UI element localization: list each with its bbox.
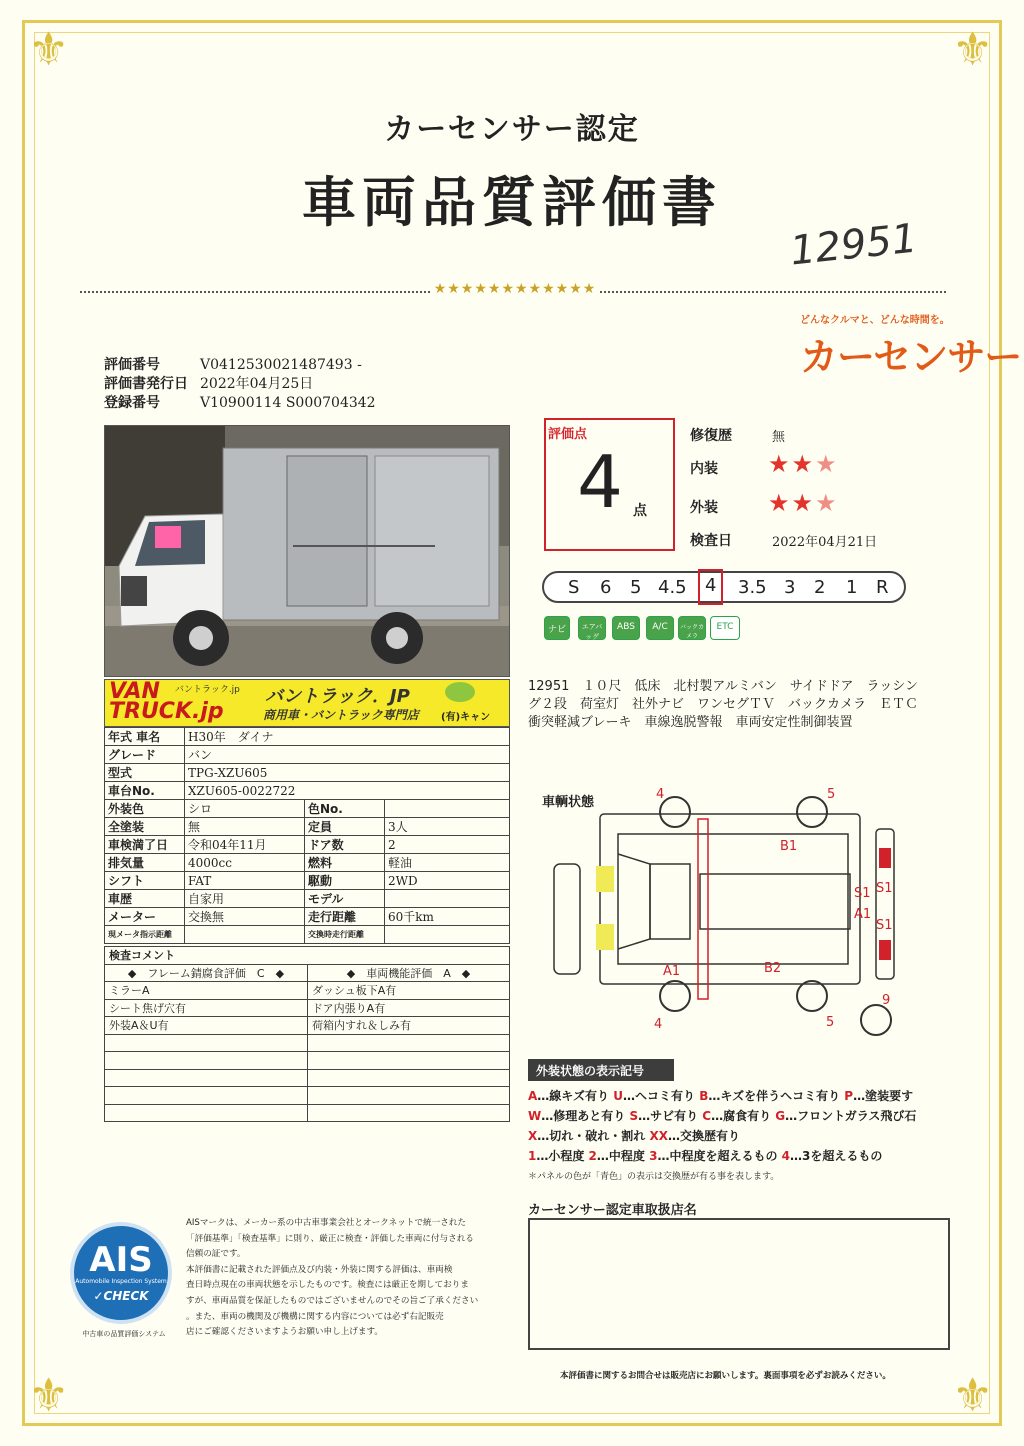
mark-b1: B1 bbox=[780, 839, 798, 854]
table-row bbox=[105, 908, 510, 926]
comment-left bbox=[105, 1034, 308, 1052]
legend bbox=[528, 1086, 948, 1166]
spec-key: 交換時走行距離 bbox=[305, 926, 385, 944]
table-row bbox=[105, 728, 510, 746]
reg-number: V10900114 S000704342 bbox=[200, 395, 376, 411]
inspection-date-label: 検査日 bbox=[690, 533, 732, 549]
legend-key: W bbox=[528, 1109, 542, 1123]
shop-label: カーセンサー認定車取扱店名 bbox=[528, 1203, 697, 1218]
spec-value: TPG-XZU605 bbox=[185, 764, 510, 782]
mark-a1-rear: A1 bbox=[854, 907, 872, 922]
table-row bbox=[105, 872, 510, 890]
legend-key: 4 bbox=[781, 1149, 790, 1163]
mark-s1: S1 bbox=[876, 918, 893, 933]
legend-text: …キズを伴うヘコミ有り bbox=[708, 1089, 845, 1103]
legend-key: 1 bbox=[528, 1149, 537, 1163]
star-icon: ★ bbox=[768, 489, 792, 517]
legend-key: X bbox=[528, 1129, 538, 1143]
spec-value bbox=[385, 926, 510, 944]
legend-key: 3 bbox=[649, 1149, 658, 1163]
legend-key: S bbox=[629, 1109, 639, 1123]
divider-stars: ★★★★★★★★★★★★ bbox=[430, 281, 600, 303]
ais-check-text: CHECK bbox=[103, 1289, 149, 1303]
comment-left bbox=[105, 1087, 308, 1105]
legend-text: …塗装要す bbox=[853, 1089, 914, 1103]
spec-value: 4000cc bbox=[185, 854, 305, 872]
inspection-comments bbox=[104, 946, 510, 1122]
dealer-subtitle: 商用車・バントラック専門店 bbox=[263, 708, 419, 722]
spec-key: 駆動 bbox=[305, 872, 385, 890]
comment-left bbox=[105, 1069, 308, 1087]
vehicle-photo bbox=[104, 425, 510, 677]
spec-key: 現メータ指示距離 bbox=[105, 926, 185, 944]
condition-label: 車輌状態 bbox=[542, 795, 595, 810]
dealer-banner bbox=[104, 679, 510, 727]
document-title: 車両品質評価書 bbox=[302, 170, 722, 234]
backcamera-badge: バックカメラ bbox=[678, 616, 706, 640]
spec-value: XZU605-0022722 bbox=[185, 782, 510, 800]
grade-item: R bbox=[876, 577, 889, 598]
table-row bbox=[105, 836, 510, 854]
star-icon: ★ bbox=[791, 489, 816, 517]
spec-key: 走行距離 bbox=[305, 908, 385, 926]
table-row bbox=[105, 854, 510, 872]
score-unit: 点 bbox=[633, 503, 647, 519]
grade-item: 2 bbox=[814, 577, 826, 598]
legend-key: A bbox=[528, 1089, 538, 1103]
comment-right bbox=[308, 1104, 510, 1122]
spec-value bbox=[185, 926, 305, 944]
legend-key: P bbox=[844, 1089, 854, 1103]
legend-text: …中程度 bbox=[596, 1149, 650, 1163]
issue-date: 2022年04月25日 bbox=[200, 376, 314, 392]
spec-value bbox=[385, 800, 510, 818]
grade-item: 4.5 bbox=[658, 577, 687, 598]
legend-key: 2 bbox=[588, 1149, 597, 1163]
legend-key: U bbox=[613, 1089, 623, 1103]
spec-key: 車検満了日 bbox=[105, 836, 185, 854]
spec-value: 2 bbox=[385, 836, 510, 854]
brand-tagline: どんなクルマと、どんな時間を。 bbox=[800, 315, 950, 326]
vantruck-logo-small: バントラック.jp bbox=[175, 685, 240, 695]
brand-logo: カーセンサー bbox=[800, 335, 1022, 379]
grade-item: 3 bbox=[784, 577, 796, 598]
mark-a1-front: A1 bbox=[663, 964, 681, 979]
ac-badge: A/C bbox=[646, 616, 674, 640]
table-row bbox=[105, 982, 510, 1000]
mark-s1: S1 bbox=[854, 886, 871, 901]
comment-left: シート焦げ穴有 bbox=[105, 999, 308, 1017]
legend-key: B bbox=[699, 1089, 709, 1103]
issue-date-label: 評価書発行日 bbox=[104, 376, 188, 392]
spec-key: ドア数 bbox=[305, 836, 385, 854]
table-row bbox=[105, 1034, 510, 1052]
airbag-badge: エアバッグ bbox=[578, 616, 606, 640]
footer-note: 本評価書に関するお問合せは販売店にお願いします。裏面事項を必ずお読みください。 bbox=[560, 1371, 891, 1381]
dealer-name: バントラック．JP bbox=[265, 686, 410, 707]
spec-key: 全塗装 bbox=[105, 818, 185, 836]
spec-value: 2WD bbox=[385, 872, 510, 890]
table-row bbox=[105, 782, 510, 800]
spec-key: メーター bbox=[105, 908, 185, 926]
exterior-label: 外装 bbox=[690, 500, 718, 516]
table-row bbox=[105, 818, 510, 836]
legend-text: …ヘコミ有り bbox=[623, 1089, 700, 1103]
spec-key: モデル bbox=[305, 890, 385, 908]
ais-text-line: AISマークは、メーカー系の中古車事業会社とオークネットで統一された bbox=[186, 1218, 467, 1228]
mark-spare: 9 bbox=[882, 993, 891, 1008]
navi-badge: ナビ bbox=[544, 616, 570, 640]
legend-text: …修理あと有り bbox=[541, 1109, 630, 1123]
spec-value: 軽油 bbox=[385, 854, 510, 872]
half-star-icon: ★ bbox=[815, 489, 839, 517]
vehicle-description: 12951 １０尺 低床 北村製アルミバン サイドドア ラッシング２段 荷室灯 社外ナビ ワンセグＴＶ バックカメラ ＥＴＣ 衝突軽減ブレーキ 車線逸脱警報 車両安定性制御装置 bbox=[528, 679, 932, 730]
comment-right: 荷箱内すれ＆しみ有 bbox=[308, 1017, 510, 1035]
comment-left bbox=[105, 1104, 308, 1122]
fleur-corner-icon: ⚜ bbox=[952, 22, 994, 76]
mark-tire-fl: 4 bbox=[656, 787, 665, 802]
comment-right bbox=[308, 1069, 510, 1087]
spec-key: シフト bbox=[105, 872, 185, 890]
ais-logo-sub: Automobile Inspection System bbox=[75, 1278, 167, 1285]
vantruck-logo-bottom: TRUCK.jp bbox=[109, 699, 224, 724]
spec-key: 定員 bbox=[305, 818, 385, 836]
melon-mascot-icon bbox=[445, 682, 475, 702]
spec-value: シロ bbox=[185, 800, 305, 818]
mark-tire-rr: 5 bbox=[826, 1015, 835, 1030]
spec-value: 令和04年11月 bbox=[185, 836, 305, 854]
grade-item: 5 bbox=[630, 577, 642, 598]
spec-key: 型式 bbox=[105, 764, 185, 782]
fleur-corner-icon: ⚜ bbox=[952, 1368, 994, 1422]
spec-value: 60千km bbox=[385, 908, 510, 926]
spec-key: 燃料 bbox=[305, 854, 385, 872]
frame-header: ◆ フレーム錆腐食評価 C ◆ bbox=[105, 964, 308, 982]
score-label: 評価点 bbox=[548, 427, 588, 442]
vehicle-condition-diagram bbox=[540, 784, 910, 1044]
mark-tire-rl: 4 bbox=[654, 1017, 663, 1032]
repair-value: 無 bbox=[772, 430, 786, 445]
spec-value: H30年 ダイナ bbox=[185, 728, 510, 746]
shop-name-box bbox=[528, 1218, 950, 1350]
table-row bbox=[105, 999, 510, 1017]
spec-value: 3人 bbox=[385, 818, 510, 836]
spec-key: 排気量 bbox=[105, 854, 185, 872]
ais-text-line: 信頼の証です。 bbox=[186, 1249, 246, 1260]
dealer-company: (有)キャン bbox=[441, 712, 491, 723]
comment-right bbox=[308, 1034, 510, 1052]
spec-key: 色No. bbox=[305, 800, 385, 818]
spec-key: 車歴 bbox=[105, 890, 185, 908]
legend-title: 外装状態の表示記号 bbox=[528, 1059, 674, 1081]
ais-caption: 中古車の品質評価システム bbox=[82, 1330, 166, 1338]
table-row bbox=[105, 947, 510, 965]
ais-text-line: すが、車両品質を保証したものではございませんのでその旨ご了承ください bbox=[186, 1295, 479, 1306]
legend-text: …小程度 bbox=[536, 1149, 589, 1163]
eval-number-label: 評価番号 bbox=[104, 357, 160, 373]
repair-label: 修復歴 bbox=[690, 428, 732, 444]
legend-key: C bbox=[702, 1109, 712, 1123]
spec-value: バン bbox=[185, 746, 510, 764]
legend-text: …3を超えるもの bbox=[790, 1149, 883, 1163]
eval-number: V0412530021487493 - bbox=[200, 357, 362, 373]
ais-description bbox=[186, 1216, 504, 1341]
legend-key: G bbox=[775, 1109, 786, 1123]
mark-s1: S1 bbox=[876, 881, 893, 896]
comment-left: 外装A＆U有 bbox=[105, 1017, 308, 1035]
exterior-stars bbox=[768, 489, 839, 517]
table-row bbox=[105, 1052, 510, 1070]
legend-text: …フロントガラス飛び石 bbox=[785, 1109, 917, 1123]
ais-logo bbox=[70, 1222, 172, 1324]
comment-left: ミラーA bbox=[105, 982, 308, 1000]
grade-item: 6 bbox=[600, 577, 612, 598]
grade-item: 1 bbox=[846, 577, 858, 598]
spec-value: 自家用 bbox=[185, 890, 305, 908]
record-info bbox=[104, 356, 376, 413]
reg-number-label: 登録番号 bbox=[104, 395, 160, 411]
grade-scale bbox=[542, 571, 906, 603]
mark-tire-fr: 5 bbox=[827, 787, 836, 802]
inspection-date: 2022年04月21日 bbox=[772, 535, 878, 550]
spec-key: 外装色 bbox=[105, 800, 185, 818]
comment-left bbox=[105, 1052, 308, 1070]
handwritten-number: 12951 bbox=[787, 215, 920, 275]
fleur-corner-icon: ⚜ bbox=[28, 22, 70, 76]
fleur-corner-icon: ⚜ bbox=[28, 1368, 70, 1422]
legend-line bbox=[528, 1146, 948, 1166]
ais-text-line: 。また、車両の機関及び機構に関する内容については必ず右記販売 bbox=[186, 1311, 444, 1322]
star-icon: ★ bbox=[768, 450, 792, 478]
table-row bbox=[105, 1087, 510, 1105]
legend-text: …線キズ有り bbox=[537, 1089, 614, 1103]
table-row bbox=[105, 1069, 510, 1087]
spec-key: 年式 車名 bbox=[105, 728, 185, 746]
spec-value bbox=[385, 890, 510, 908]
mark-b2: B2 bbox=[764, 961, 782, 976]
legend-text: …中程度を超えるもの bbox=[657, 1149, 782, 1163]
legend-line bbox=[528, 1086, 948, 1106]
spec-table bbox=[104, 727, 510, 944]
table-row bbox=[105, 800, 510, 818]
table-row bbox=[105, 964, 510, 982]
star-icon: ★ bbox=[791, 450, 816, 478]
interior-stars bbox=[768, 450, 839, 478]
half-star-icon: ★ bbox=[815, 450, 839, 478]
ais-text-line: 「評価基準」「検査基準」に則り、厳正に検査・評価した車両に付与される bbox=[186, 1233, 474, 1244]
ais-text-line: 店にご確認くださいますようお願い申し上げます。 bbox=[186, 1327, 383, 1338]
legend-note: ＊パネルの色が「青色」の表示は交換歴が有る事を表します。 bbox=[528, 1172, 780, 1182]
table-row bbox=[105, 764, 510, 782]
spec-value: 無 bbox=[185, 818, 305, 836]
ais-logo-text: AIS bbox=[89, 1240, 153, 1280]
legend-text: …サビ有り bbox=[638, 1109, 703, 1123]
inspection-title: 検査コメント bbox=[105, 947, 510, 965]
table-row bbox=[105, 926, 510, 944]
check-icon: ✓ bbox=[93, 1289, 104, 1303]
legend-text: …腐食有り bbox=[711, 1109, 776, 1123]
abs-badge: ABS bbox=[612, 616, 640, 640]
function-header: ◆ 車両機能評価 A ◆ bbox=[308, 964, 510, 982]
etc-badge: ETC bbox=[710, 616, 740, 640]
spec-key: 車台No. bbox=[105, 782, 185, 800]
comment-right bbox=[308, 1052, 510, 1070]
score-value: 4 bbox=[577, 440, 623, 524]
grade-item-selected: 4 bbox=[698, 569, 723, 605]
spec-value: 交換無 bbox=[185, 908, 305, 926]
spec-key: グレード bbox=[105, 746, 185, 764]
comment-right bbox=[308, 1087, 510, 1105]
grade-item: 3.5 bbox=[738, 577, 767, 598]
table-row bbox=[105, 1017, 510, 1035]
table-row bbox=[105, 746, 510, 764]
legend-text: …切れ・破れ・割れ bbox=[537, 1129, 650, 1143]
legend-text: …交換歴有り bbox=[667, 1129, 740, 1143]
ais-check bbox=[74, 1289, 168, 1303]
ais-text-line: 査日時点現在の車両状態を示したものです。検査には厳正を期しておりま bbox=[186, 1280, 469, 1291]
legend-line bbox=[528, 1106, 948, 1126]
document-subtitle: カーセンサー認定 bbox=[384, 112, 640, 147]
legend-line bbox=[528, 1126, 948, 1146]
comment-right: ドア内張りA有 bbox=[308, 999, 510, 1017]
grade-item: S bbox=[568, 577, 580, 598]
legend-key: XX bbox=[649, 1129, 668, 1143]
comment-right: ダッシュ板下A有 bbox=[308, 982, 510, 1000]
table-row bbox=[105, 1104, 510, 1122]
ais-text-line: 本評価書に記載された評価点及び内装・外装に関する評価は、車両検 bbox=[186, 1264, 453, 1275]
vantruck-logo-top: VAN bbox=[109, 679, 160, 704]
table-row bbox=[105, 890, 510, 908]
interior-label: 内装 bbox=[690, 461, 718, 477]
spec-value: FAT bbox=[185, 872, 305, 890]
